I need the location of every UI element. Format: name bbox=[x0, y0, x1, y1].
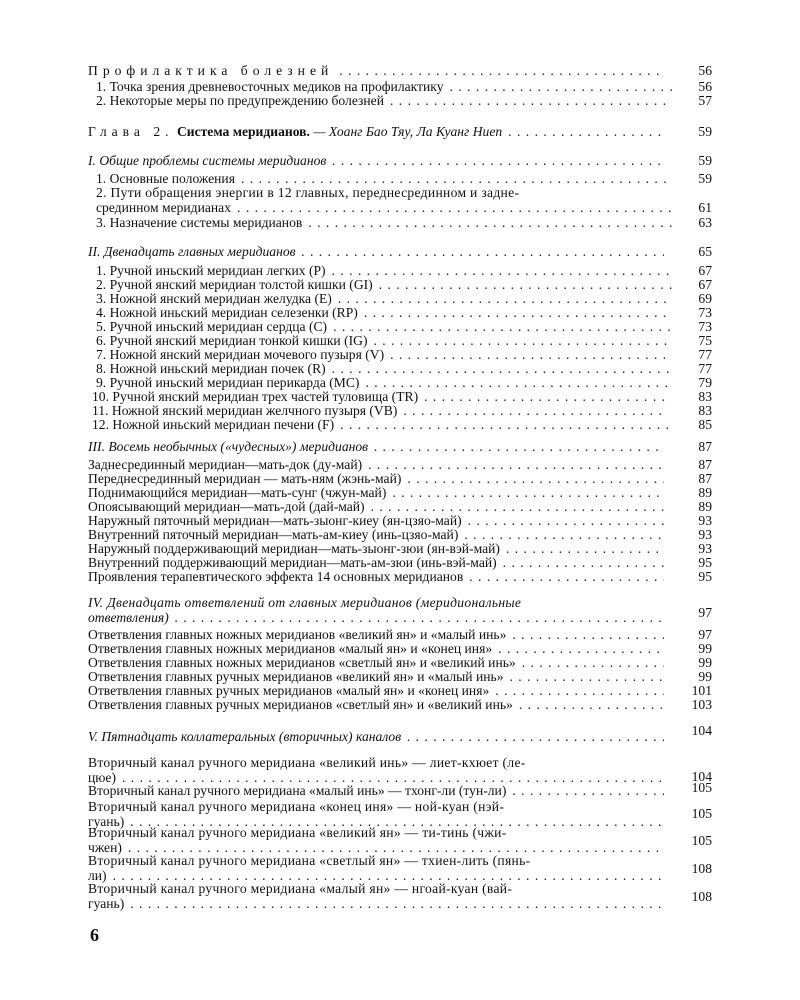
toc-entry-text: 11. Ножной янский меридиан желчного пузыря (VB) . . . bbox=[92, 404, 668, 418]
toc-entry bbox=[96, 376, 712, 390]
toc-page: 89 bbox=[698, 485, 712, 500]
toc-page: 79 bbox=[698, 375, 712, 390]
toc-entry-text: 2. Некоторые меры по предупреждению болезней . . . bbox=[96, 94, 672, 108]
toc-page: 56 bbox=[698, 79, 712, 94]
toc-section-heading bbox=[88, 154, 712, 168]
toc-page: 108 bbox=[691, 861, 712, 876]
toc-page: 83 bbox=[698, 403, 712, 418]
toc-entry-text: Опоясывающий меридиан—мать-дой (дай-май) . . . bbox=[88, 500, 664, 514]
toc-entry-text: Ответвления главных ручных меридианов «малый ян» и «конец иня» . . . bbox=[88, 684, 664, 698]
toc-entry-text: 6. Ручной янский меридиан тонкой кишки (IG) . . . bbox=[96, 334, 672, 348]
section-title: III. Восемь необычных («чудесных») меридианов . . . bbox=[88, 440, 664, 454]
toc-page: 89 bbox=[698, 499, 712, 514]
toc-page: 101 bbox=[691, 683, 712, 698]
toc-entry bbox=[96, 80, 712, 94]
toc-section-heading bbox=[88, 723, 712, 744]
toc-entry bbox=[88, 542, 712, 556]
toc-entry-text: 10. Ручной янский меридиан трех частей туловища (TR) . . . bbox=[92, 390, 668, 404]
section-title: I. Общие проблемы системы меридианов . . . bbox=[88, 154, 664, 168]
toc-page: 97 bbox=[698, 627, 712, 642]
toc-entry bbox=[88, 882, 712, 912]
toc-heading-profilaktika bbox=[88, 64, 712, 78]
toc-page: 87 bbox=[698, 457, 712, 472]
toc-entry bbox=[92, 404, 712, 418]
toc-page: 83 bbox=[698, 389, 712, 404]
toc-entry-text-line1: Вторичный канал ручного меридиана «малый ян» — нгоай-куан (вай- bbox=[88, 882, 513, 896]
toc-entry bbox=[96, 186, 712, 216]
toc-entry-text: 4. Ножной иньский меридиан селезенки (RP) . . . bbox=[96, 306, 672, 320]
chapter-label: Глава 2. bbox=[88, 125, 174, 139]
toc-entry-text: Поднимающийся меридиан—мать-сунг (чжун-май) . . . bbox=[88, 486, 664, 500]
toc-page: 69 bbox=[698, 291, 712, 306]
toc-entry-text: Наружный поддерживающий меридиан—мать-зыонг-зюи (ян-вэй-май) . . . bbox=[88, 542, 664, 556]
toc-entry-text-line2: гуань) . . . bbox=[88, 815, 664, 829]
toc-entry bbox=[88, 570, 712, 584]
toc-entry bbox=[96, 172, 712, 186]
toc-section-heading bbox=[88, 596, 712, 626]
toc-page: 75 bbox=[698, 333, 712, 348]
toc-entry-text: Ответвления главных ножных меридианов «малый ян» и «конец иня» . . . bbox=[88, 642, 664, 656]
toc-entry-text-line2: ли) . . . bbox=[88, 869, 664, 883]
toc-entry-text-line1: Вторичный канал ручного меридиана «великий ян» — ти-тинь (чжи- bbox=[88, 826, 507, 840]
toc-entry-text-line2: срединном меридианах . . . bbox=[96, 201, 672, 215]
toc-entry-text-line2: цюе) . . . bbox=[88, 771, 664, 785]
toc-page: 95 bbox=[698, 569, 712, 584]
toc-entry-text: Внутренний поддерживающий меридиан—мать-ам-зюи (инь-вэй-май) . . . bbox=[88, 556, 664, 570]
toc-entry-text: 8. Ножной иньский меридиан почек (R) . . . bbox=[96, 362, 672, 376]
toc-page: 99 bbox=[698, 655, 712, 670]
toc-entry-text: 9. Ручной иньский меридиан перикарда (MC) . . . bbox=[96, 376, 672, 390]
toc-page: 65 bbox=[698, 244, 712, 259]
toc-entry bbox=[88, 472, 712, 486]
toc-entry bbox=[88, 556, 712, 570]
toc-page: 77 bbox=[698, 347, 712, 362]
toc-entry-text: 2. Ручной янский меридиан толстой кишки (GI) . . . bbox=[96, 278, 672, 292]
toc-entry bbox=[88, 826, 712, 856]
toc-page: 93 bbox=[698, 527, 712, 542]
toc-entry-text: 3. Назначение системы меридианов . . . bbox=[96, 216, 672, 230]
toc-entry bbox=[88, 628, 712, 642]
toc-entry bbox=[88, 528, 712, 542]
toc-page: 99 bbox=[698, 669, 712, 684]
toc-entry-text: 5. Ручной иньский меридиан сердца (C) . . . bbox=[96, 320, 672, 334]
toc-entry bbox=[92, 418, 712, 432]
toc-section-heading bbox=[88, 440, 712, 454]
section-title: V. Пятнадцать коллатеральных (вторичных) каналов . . . bbox=[88, 730, 664, 744]
toc-entry-text: 1. Основные положения . . . bbox=[96, 172, 672, 186]
toc-entry-text-line2: гуань) . . . bbox=[88, 897, 664, 911]
toc-entry bbox=[88, 514, 712, 528]
toc-entry-text: Ответвления главных ручных меридианов «великий ян» и «малый инь» . . . bbox=[88, 670, 664, 684]
toc-page: 105 bbox=[691, 806, 712, 821]
toc-entry bbox=[96, 264, 712, 278]
section-title-line2: ответвления) . . . bbox=[88, 611, 664, 625]
toc-page: 95 bbox=[698, 555, 712, 570]
toc-page: 67 bbox=[698, 263, 712, 278]
toc-page: 87 bbox=[698, 471, 712, 486]
chapter-line bbox=[88, 125, 664, 139]
toc-page: 77 bbox=[698, 361, 712, 376]
toc-entry bbox=[96, 306, 712, 320]
toc-page: 59 bbox=[698, 124, 712, 139]
toc-page: 73 bbox=[698, 319, 712, 334]
toc-page: 93 bbox=[698, 513, 712, 528]
toc-entry-text: 3. Ножной янский меридиан желудка (E) . . . bbox=[96, 292, 672, 306]
toc-entry bbox=[88, 642, 712, 656]
toc-entry bbox=[88, 670, 712, 684]
toc-entry-text-line1: Вторичный канал ручного меридиана «конец иня» — ной-куан (нэй- bbox=[88, 800, 505, 814]
toc-page: 99 bbox=[698, 641, 712, 656]
toc-entry-text: Ответвления главных ножных меридианов «великий ян» и «малый инь» . . . bbox=[88, 628, 664, 642]
toc-page: 67 bbox=[698, 277, 712, 292]
toc-entry-text: 1. Точка зрения древневосточных медиков на профилактику . . . bbox=[96, 80, 672, 94]
toc-entry-text: Внутренний пяточный меридиан—мать-ам-киеу (инь-цзяо-май) . . . bbox=[88, 528, 664, 542]
section-title-line1: IV. Двенадцать ответвлений от главных меридианов (меридиональные bbox=[88, 596, 522, 610]
toc-page: 57 bbox=[698, 93, 712, 108]
toc-page: 63 bbox=[698, 215, 712, 230]
toc-entry-text: Вторичный канал ручного меридиана «малый инь» — тхонг-ли (тун-ли) . . . bbox=[88, 784, 664, 798]
toc-entry bbox=[92, 390, 712, 404]
toc-page: 104 bbox=[691, 769, 712, 784]
toc-entry bbox=[96, 216, 712, 230]
toc-entry-text-line2: чжен) . . . bbox=[88, 841, 664, 855]
toc-entry-text: 7. Ножной янский меридиан мочевого пузыря (V) . . . bbox=[96, 348, 672, 362]
toc-entry bbox=[96, 94, 712, 108]
toc-entry-text: Заднесрединный меридиан—мать-док (ду-май) . . . bbox=[88, 458, 664, 472]
toc-page: 85 bbox=[698, 417, 712, 432]
toc-entry bbox=[88, 854, 712, 884]
toc-entry-text: 12. Ножной иньский меридиан печени (F) . . . bbox=[92, 418, 668, 432]
toc-entry bbox=[96, 334, 712, 348]
toc-page: 103 bbox=[691, 697, 712, 712]
toc-entry-text-line1: Вторичный канал ручного меридиана «великий инь» — лиет-кхюет (ле- bbox=[88, 756, 526, 770]
toc-page: 105 bbox=[691, 780, 712, 795]
toc-entry bbox=[88, 486, 712, 500]
toc-page: 104 bbox=[691, 723, 712, 738]
toc-entry-text: Ответвления главных ножных меридианов «светлый ян» и «великий инь» . . . bbox=[88, 656, 664, 670]
toc-entry bbox=[96, 348, 712, 362]
toc-page: 108 bbox=[691, 889, 712, 904]
toc-entry bbox=[96, 292, 712, 306]
toc-page: 59 bbox=[698, 153, 712, 168]
toc-page: 105 bbox=[691, 833, 712, 848]
toc-page: 56 bbox=[698, 63, 712, 78]
toc-entry-text: Ответвления главных ручных меридианов «светлый ян» и «великий инь» . . . bbox=[88, 698, 664, 712]
toc-entry bbox=[96, 320, 712, 334]
toc-entry-text: Проявления терапевтического эффекта 14 основных меридианов . . . bbox=[88, 570, 664, 584]
toc-entry bbox=[96, 278, 712, 292]
toc-entry bbox=[96, 362, 712, 376]
chapter-authors: — Хоанг Бао Тяу, Ла Куанг Ниеп bbox=[313, 125, 503, 139]
toc-chapter-heading bbox=[88, 125, 712, 139]
toc-entry-text: Наружный пяточный меридиан—мать-зыонг-киеу (ян-цзяо-май) . . . bbox=[88, 514, 664, 528]
toc-entry bbox=[88, 780, 712, 798]
toc-entry bbox=[88, 698, 712, 712]
toc-entry bbox=[88, 684, 712, 698]
toc-entry bbox=[88, 500, 712, 514]
toc-page: 61 bbox=[698, 200, 712, 215]
toc-entry-text: Переднесрединный меридиан — мать-ням (жэнь-май) . . . bbox=[88, 472, 664, 486]
toc-entry-text-line1: Вторичный канал ручного меридиана «светлый ян» — тхиен-лить (пянь- bbox=[88, 854, 531, 868]
toc-page: 59 bbox=[698, 171, 712, 186]
toc-entry-text-line1: 2. Пути обращения энергии в 12 главных, переднесрединном и задне- bbox=[96, 186, 520, 200]
toc-page: 87 bbox=[698, 439, 712, 454]
chapter-title: Система меридианов. bbox=[176, 125, 310, 139]
toc-entry-text: 1. Ручной иньский меридиан легких (P) . . . bbox=[96, 264, 672, 278]
toc-page: 97 bbox=[698, 605, 712, 620]
toc-entry bbox=[88, 458, 712, 472]
toc-section-heading bbox=[88, 245, 712, 259]
toc-heading-text: Профилактика болезней . . . bbox=[88, 64, 664, 78]
toc-entry bbox=[88, 656, 712, 670]
toc-page: 73 bbox=[698, 305, 712, 320]
section-title: II. Двенадцать главных меридианов . . . bbox=[88, 245, 664, 259]
page-number: 6 bbox=[90, 925, 99, 945]
toc-entry bbox=[88, 756, 712, 786]
toc-page: 93 bbox=[698, 541, 712, 556]
